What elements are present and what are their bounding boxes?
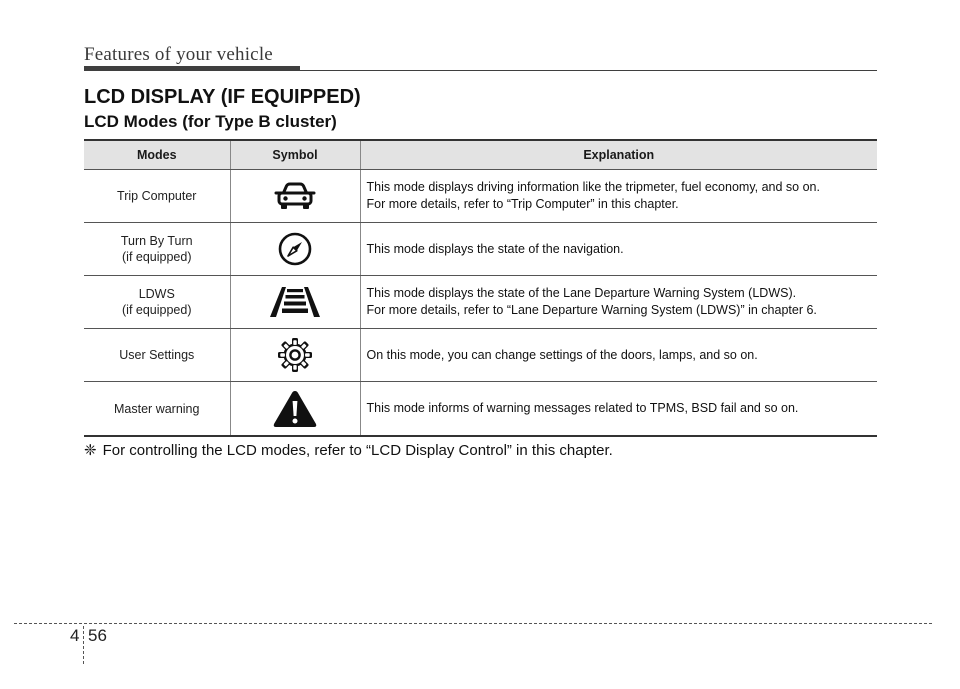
mode-name: User Settings xyxy=(119,348,195,362)
mode-cell xyxy=(84,223,230,276)
lane-icon xyxy=(268,284,322,320)
symbol-cell xyxy=(230,329,360,382)
header-rule xyxy=(300,70,877,71)
note-text: For controlling the LCD modes, refer to “LCD Display Control” in this chapter. xyxy=(102,442,613,459)
explanation-cell xyxy=(360,276,877,329)
mode-name: Master warning xyxy=(114,401,200,416)
footnote xyxy=(84,441,613,459)
mode-cell xyxy=(84,276,230,329)
table-header-row xyxy=(84,140,877,170)
section-subtitle: LCD Modes (for Type B cluster) xyxy=(84,112,337,131)
mode-name: Trip Computer xyxy=(117,189,197,203)
symbol-cell xyxy=(230,170,360,223)
table-row xyxy=(84,382,877,437)
symbol-cell xyxy=(230,382,360,437)
warning-icon xyxy=(272,389,318,429)
mode-qualifier: (if equipped) xyxy=(122,250,192,264)
mode-name: Turn By Turn xyxy=(120,234,193,248)
note-mark: ❈ xyxy=(84,442,97,459)
car-icon xyxy=(274,180,316,212)
symbol-cell xyxy=(230,276,360,329)
mode-cell xyxy=(84,382,230,437)
page-number: 56 xyxy=(88,626,107,645)
explanation-cell xyxy=(360,382,877,437)
table-row xyxy=(84,276,877,329)
mode-qualifier: (if equipped) xyxy=(122,303,192,317)
footer-rule xyxy=(14,623,932,624)
explanation-cell xyxy=(360,170,877,223)
explanation-line: On this mode, you can change settings of the doors, lamps, and so on. xyxy=(366,347,758,362)
explanation-line: For more details, refer to “Trip Computer” in this chapter. xyxy=(366,197,679,211)
mode-cell xyxy=(84,170,230,223)
column-header-explanation: Explanation xyxy=(360,140,877,170)
table-row xyxy=(84,223,877,276)
column-header-modes: Modes xyxy=(84,140,230,170)
chapter-number: 4 xyxy=(70,626,80,645)
explanation-line: This mode displays driving information like the tripmeter, fuel economy, and so on. xyxy=(366,180,820,194)
table-row xyxy=(84,329,877,382)
mode-name: LDWS xyxy=(138,287,175,301)
table-row xyxy=(84,170,877,223)
mode-cell xyxy=(84,329,230,382)
explanation-cell xyxy=(360,329,877,382)
header-title: Features of your vehicle xyxy=(84,44,273,65)
explanation-line: This mode informs of warning messages related to TPMS, BSD fail and so on. xyxy=(366,401,799,415)
explanation-line: This mode displays the state of the Lane Departure Warning System (LDWS). xyxy=(366,286,797,300)
lcd-modes-table xyxy=(84,139,877,437)
page-separator xyxy=(83,626,84,664)
explanation-line: This mode displays the state of the navigation. xyxy=(366,241,624,256)
explanation-line: For more details, refer to “Lane Departure Warning System (LDWS)” in chapter 6. xyxy=(366,303,817,317)
header-bar xyxy=(84,66,300,71)
symbol-cell xyxy=(230,223,360,276)
compass-icon xyxy=(277,231,313,267)
explanation-cell xyxy=(360,223,877,276)
column-header-symbol: Symbol xyxy=(230,140,360,170)
gear-icon xyxy=(276,336,314,374)
section-title: LCD DISPLAY (IF EQUIPPED) xyxy=(84,86,361,108)
